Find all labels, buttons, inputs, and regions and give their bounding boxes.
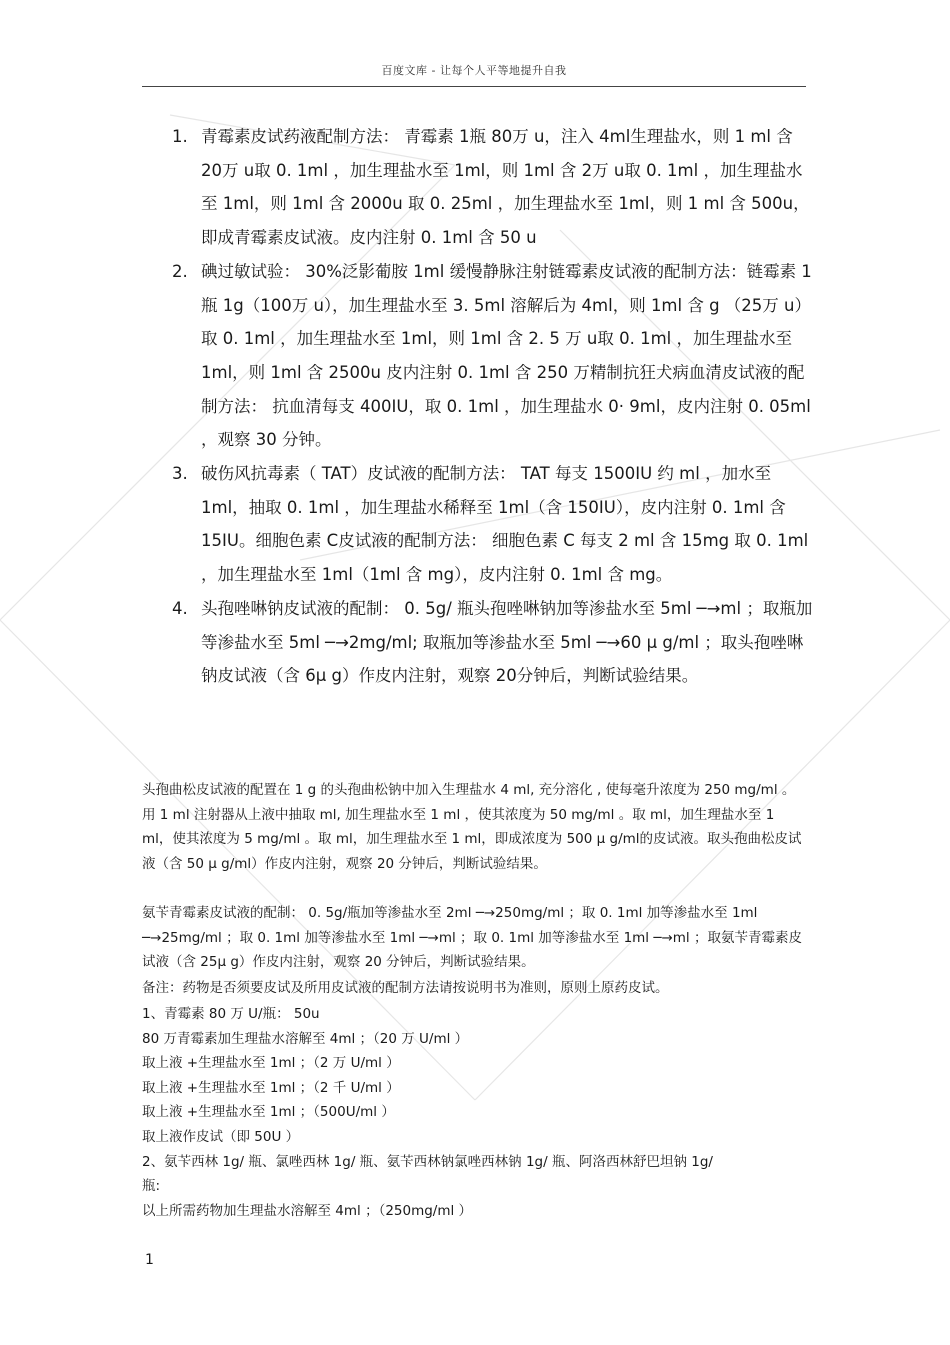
dosage-line: 以上所需药物加生理盐水溶解至 4ml ；（250mg/ml ） [142, 1202, 473, 1219]
list-number: 4. [172, 598, 188, 618]
list-number: 2. [172, 261, 188, 281]
dosage-line: 80 万青霉素加生理盐水溶解至 4ml ；（20 万 U/ml ） [142, 1030, 469, 1047]
list-item-text: 头孢唑啉钠皮试液的配制： 0. 5g/ 瓶头孢唑啉钠加等渗盐水至 5ml ─→ml ；取瓶加等渗盐水至 5ml ─→2mg/ml; 取瓶加等渗盐水至 5ml ─→60 μ g/ml ；取头孢唑啉钠皮试液（含 6μ g）作皮内注射，观察 20分钟后，判断试验结果。 [201, 598, 813, 686]
dosage-line: 瓶: [142, 1178, 161, 1195]
page-number: 1 [145, 1252, 154, 1268]
dosage-lines [142, 1002, 806, 1223]
list-item-text: 碘过敏试验： 30%泛影葡胺 1ml 缓慢静脉注射链霉素皮试液的配制方法：链霉素 1 瓶 1g（100万 u），加生理盐水至 3. 5ml 溶解后为 4ml，则 1ml 含 g （25万 u）取 0. 1ml ，加生理盐水至 1ml，则 1ml 含 2. 5 万 u取 0. 1ml ，加生理盐水至 1ml，则 1ml 含 2500u 皮内注射 0. 1ml 含 250 万精制抗狂犬病血清皮试液的配制方法： 抗血清每支 400IU，取 0. 1ml ，加生理盐水 0· 9ml，皮内注射 0. 05ml ，观察 30 分钟。 [201, 261, 812, 450]
dosage-line: 1、青霉素 80 万 U/瓶： 50u [142, 1006, 320, 1022]
list-item-text: 青霉素皮试药液配制方法： 青霉素 1瓶 80万 u，注入 4ml生理盐水，则 1 ml 含 20万 u取 0. 1ml ，加生理盐水至 1ml，则 1ml 含 2万 u取 0. 1ml ，加生理盐水至 1ml，则 1ml 含 2000u 取 0. 25ml ，加生理盐水至 1ml，则 1 ml 含 500u，即成青霉素皮试液。皮内注射 0. 1ml 含 50 u [201, 127, 810, 248]
ampicillin-paragraph: 氨苄青霉素皮试液的配制： 0. 5g/瓶加等渗盐水至 2ml ─→250mg/ml ；取 0. 1ml 加等渗盐水至 1ml ─→25mg/ml ；取 0. 1ml 加等渗盐水至 1ml ─→ml ；取 0. 1ml 加等渗盐水至 1ml ─→ml ；取氨苄青霉素皮试液（含 25μ g）作皮内注射，观察 20 分钟后，判断试验结果。 [142, 905, 802, 971]
dosage-line: 取上液 +生理盐水至 1ml ；（2 万 U/ml ） [142, 1055, 400, 1072]
dosage-line: 取上液 +生理盐水至 1ml ；（500U/ml ） [142, 1104, 395, 1121]
list-item [168, 592, 818, 693]
list-number: 3. [172, 464, 188, 484]
dosage-line: 2、氨苄西林 1g/ 瓶、氯唑西林 1g/ 瓶、氨苄西林钠氯唑西林钠 1g/ 瓶、阿洛西林舒巴坦钠 1g/ [142, 1153, 713, 1170]
list-number: 1. [172, 127, 188, 146]
list-item [168, 120, 818, 255]
dosage-line: 取上液作皮试（即 50U ） [142, 1128, 300, 1145]
list-item [168, 255, 818, 457]
note-paragraph: 备注：药物是否须要皮试及所用皮试液的配制方法请按说明书为准则，原则上原药皮试。 [142, 980, 669, 996]
list-item [168, 457, 818, 592]
page-header: 百度文库 - 让每个人平等地提升自我 [381, 64, 567, 77]
header-rule [142, 86, 806, 87]
list-item-text: 破伤风抗毒素（ TAT）皮试液的配制方法： TAT 每支 1500IU 约 ml ，加水至 1ml，抽取 0. 1ml ，加生理盐水稀释至 1ml（含 150IU），皮内注射 0. 1ml 含 15IU。细胞色素 C皮试液的配制方法： 细胞色素 C 每支 2 ml 含 15mg 取 0. 1ml ，加生理盐水至 1ml（1ml 含 mg），皮内注射 0. 1ml 含 mg。 [201, 464, 809, 585]
ceftriaxone-paragraph: 头孢曲松皮试液的配置在 1 g 的头孢曲松钠中加入生理盐水 4 ml, 充分溶化 , 使每毫升浓度为 250 mg/ml 。用 1 ml 注射器从上液中抽取 ml, 加生理盐水至 1 ml ，使其浓度为 50 mg/ml 。取 ml，加生理盐水至 1 ml，使其浓度为 5 mg/ml 。取 ml，加生理盐水至 1 ml，即成浓度为 500 μ g/ml的皮试液。取头孢曲松皮试液（含 50 μ g/ml）作皮内注射，观察 20 分钟后，判断试验结果。 [142, 782, 802, 872]
numbered-list [168, 120, 818, 693]
dosage-line: 取上液 +生理盐水至 1ml ；（2 千 U/ml ） [142, 1079, 400, 1096]
